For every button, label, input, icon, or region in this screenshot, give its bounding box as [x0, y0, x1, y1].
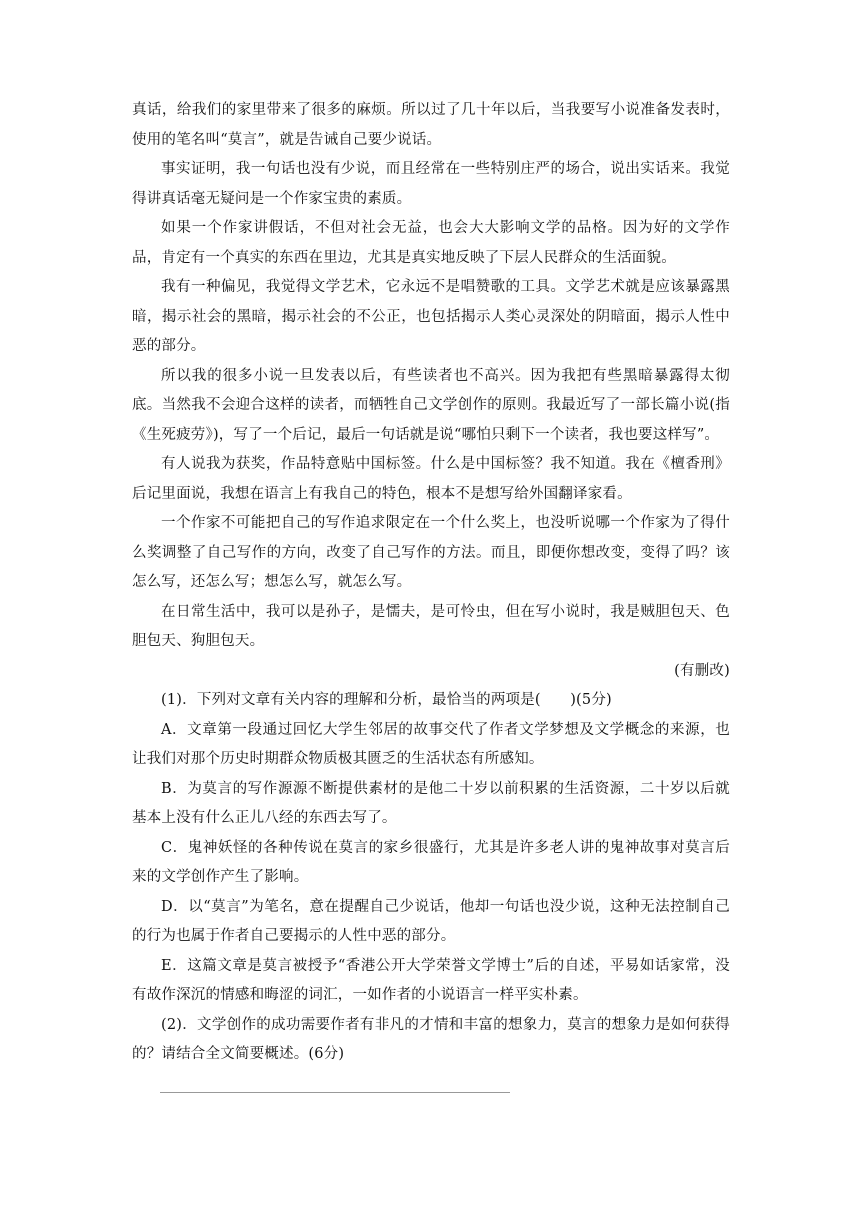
source-note: (有删改)	[674, 662, 730, 679]
paragraph: 在日常生活中，我可以是孙子，是懦夫，是可怜虫，但在写小说时，我是贼胆包天、色胆包天、狗胆包天。	[132, 603, 730, 649]
option-b: B．为莫言的写作源源不断提供素材的是他二十岁以前积累的生活资源，二十岁以后就基本上没有什么正儿八经的东西去写了。	[132, 780, 730, 826]
option-d: D．以“莫言”为笔名，意在提醒自己少说话，他却一句话也没少说，这种无法控制自己的行为也属于作者自己要揭示的人性中恶的部分。	[132, 898, 730, 944]
paragraph: 事实证明，我一句话也没有少说，而且经常在一些特别庄严的场合，说出实话来。我觉得讲真话毫无疑问是一个作家宝贵的素质。	[132, 161, 730, 207]
paragraph: 一个作家不可能把自己的写作追求限定在一个什么奖上，也没听说哪一个作家为了得什么奖调整了自己写作的方向，改变了自己写作的方法。而且，即便你想改变，变得了吗？该怎么写，还怎么写；想怎么写，就怎么写。	[132, 515, 730, 590]
article-body	[132, 96, 730, 1070]
option-e: E．这篇文章是莫言被授予“香港公开大学荣誉文学博士”后的自述，平易如话家常，没有故作深沉的情感和晦涩的词汇，一如作者的小说语言一样平实朴素。	[132, 957, 730, 1003]
paragraph-continued: 真话，给我们的家里带来了很多的麻烦。所以过了几十年以后，当我要写小说准备发表时，使用的笔名叫“莫言”，就是告诫自己要少说话。	[132, 102, 730, 148]
option-a: A．文章第一段通过回忆大学生邻居的故事交代了作者文学梦想及文学概念的来源，也让我们对那个历史时期群众物质极其匮乏的生活状态有所感知。	[132, 721, 730, 767]
paragraph: 我有一种偏见，我觉得文学艺术，它永远不是唱赞歌的工具。文学艺术就是应该暴露黑暗，揭示社会的黑暗，揭示社会的不公正，也包括揭示人类心灵深处的阴暗面，揭示人性中恶的部分。	[132, 279, 730, 354]
paragraph: 有人说我为获奖，作品特意贴中国标签。什么是中国标签？我不知道。我在《檀香刑》后记里面说，我想在语言上有我自己的特色，根本不是想写给外国翻译家看。	[132, 456, 730, 502]
question-1-stem: (1)．下列对文章有关内容的理解和分析，最恰当的两项是( )(5分)	[161, 692, 612, 708]
question-2-stem: (2)．文学创作的成功需要作者有非凡的才情和丰富的想象力，莫言的想象力是如何获得的？请结合全文简要概述。(6分)	[132, 1016, 730, 1062]
paragraph: 如果一个作家讲假话，不但对社会无益，也会大大影响文学的品格。因为好的文学作品，肯定有一个真实的东西在里边，尤其是真实地反映了下层人民群众的生活面貌。	[132, 220, 730, 266]
option-c: C．鬼神妖怪的各种传说在莫言的家乡很盛行，尤其是许多老人讲的鬼神故事对莫言后来的文学创作产生了影响。	[132, 839, 730, 885]
answer-line[interactable]	[160, 1092, 510, 1093]
paragraph: 所以我的很多小说一旦发表以后，有些读者也不高兴。因为我把有些黑暗暴露得太彻底。当然我不会迎合这样的读者，而牺牲自己文学创作的原则。我最近写了一部长篇小说(指《生死疲劳》)，写了一个后记，最后一句话就是说“哪怕只剩下一个读者，我也要这样写”。	[132, 367, 730, 443]
